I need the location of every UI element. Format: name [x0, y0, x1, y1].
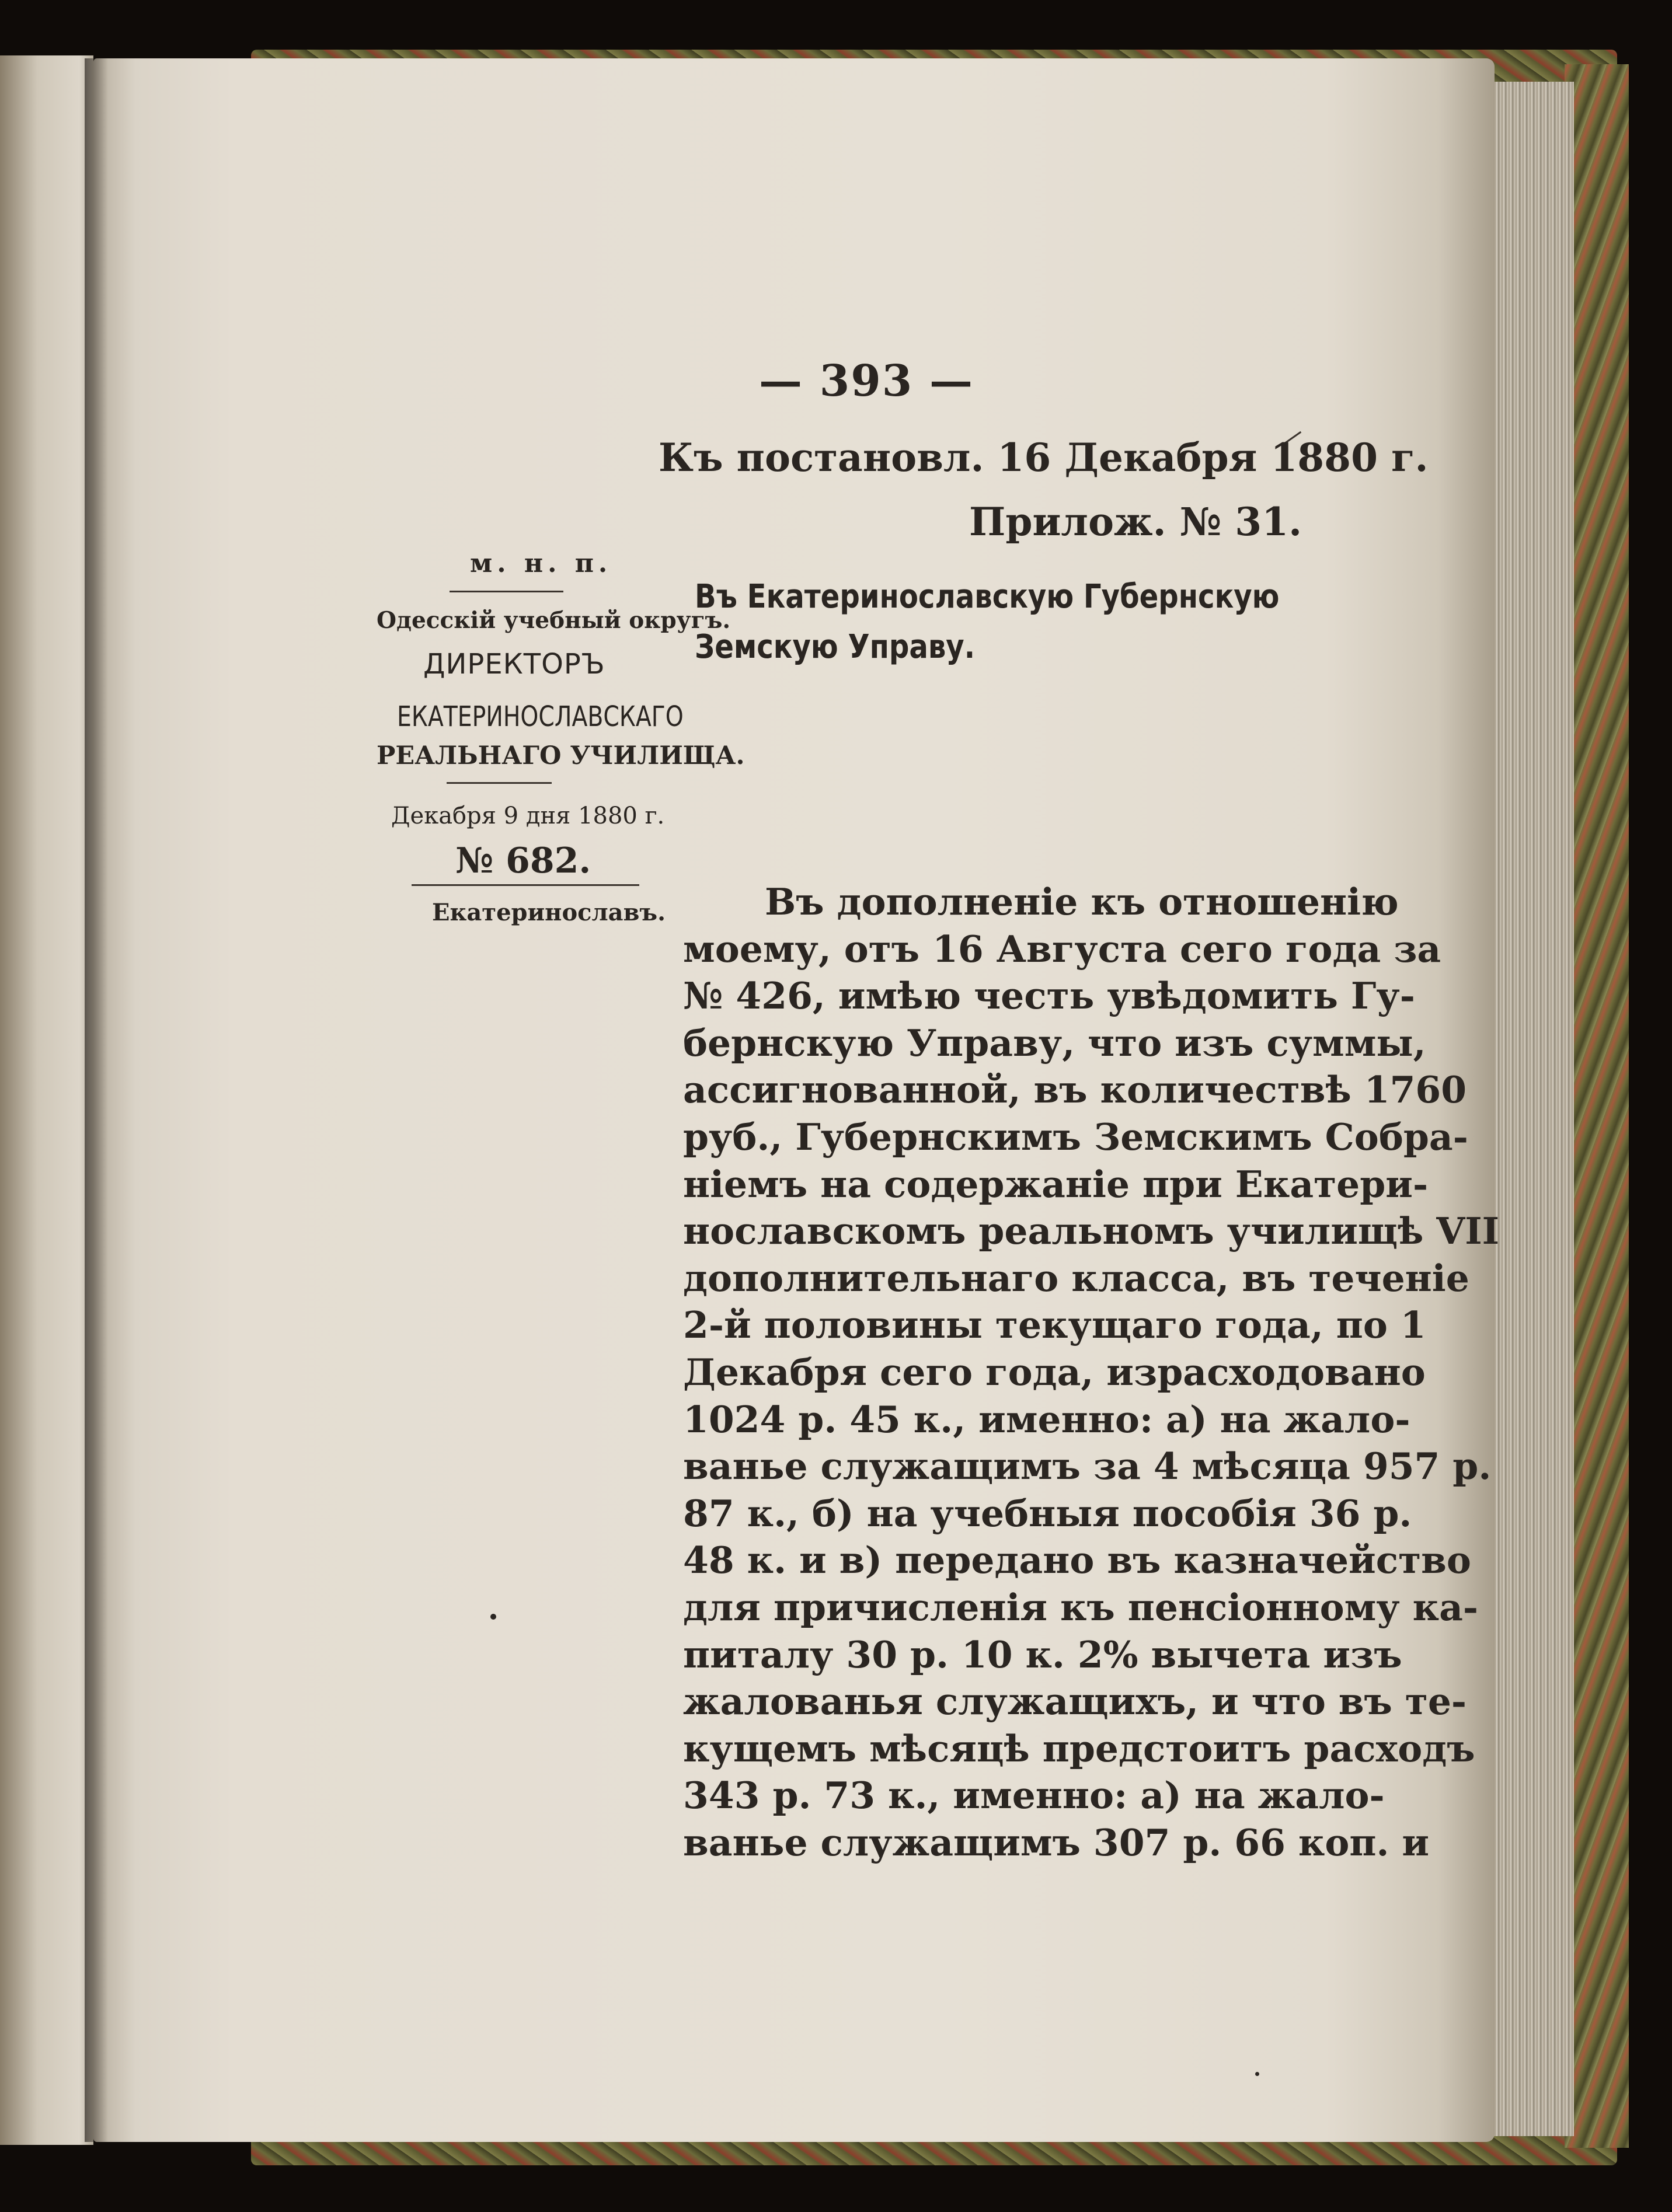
ministry-abbreviation: м. н. п. [470, 549, 612, 578]
body-line: дополнительнаго класса, въ теченіе [683, 1256, 1469, 1300]
body-line: Въ дополненіе къ отношенію [765, 880, 1399, 923]
bleed-through-text [140, 385, 161, 479]
body-line: ванье служащимъ 307 р. 66 коп. и [683, 1820, 1430, 1864]
body-line: жалованья служащихъ, и что въ те- [683, 1680, 1467, 1723]
letter-city: Екатеринославъ. [432, 899, 666, 926]
body-line: ніемъ на содержаніе при Екатери- [683, 1162, 1429, 1206]
letterhead-divider [447, 782, 552, 784]
body-line: моему, отъ 16 Августа сего года за [683, 927, 1441, 971]
body-line: 48 к. и в) передано въ казначейство [683, 1538, 1471, 1582]
previous-page [0, 55, 93, 2145]
letterhead-divider [450, 591, 563, 592]
appendix-number: Прилож. № 31. [969, 499, 1302, 545]
body-line: 2-й половины текущаго года, по 1 [683, 1303, 1426, 1347]
school-name-line2: РЕАЛЬНАГО УЧИЛИЩА. [377, 741, 745, 770]
body-line: ванье служащимъ за 4 мѣсяца 957 р. [683, 1445, 1492, 1488]
page-number: — 393 — [759, 356, 974, 406]
ink-speck [1255, 2072, 1259, 2076]
letter-body [683, 878, 1500, 1866]
body-line: № 426, имѣю честь увѣдомить Гу- [683, 974, 1415, 1018]
header-reference: Къ постановл. 16 Декабря 1880 г. [659, 435, 1429, 480]
body-line: 1024 р. 45 к., именно: а) на жало- [683, 1397, 1410, 1441]
letterhead-divider [412, 884, 639, 886]
body-line: кущемъ мѣсяцѣ предстоитъ расходъ [683, 1726, 1475, 1770]
educational-district: Одесскій учебный округъ. [377, 607, 731, 634]
body-line: нославскомъ реальномъ училищѣ VII [683, 1209, 1500, 1253]
body-line: ассигнованной, въ количествѣ 1760 [683, 1068, 1467, 1112]
director-title: ДИРЕКТОРЪ [423, 648, 605, 681]
body-line: руб., Губернскимъ Земскимъ Собра- [683, 1115, 1468, 1159]
book-cover-edge [1565, 64, 1629, 2148]
recipient-address [695, 572, 1279, 672]
body-line: для причисленія къ пенсіонному ка- [683, 1585, 1479, 1629]
spine-shadow [85, 58, 108, 2142]
ink-speck [490, 1614, 496, 1620]
recipient-line2: Земскую Управу. [695, 628, 976, 666]
body-line: 343 р. 73 к., именно: а) на жало- [683, 1774, 1385, 1817]
body-line: 87 к., б) на учебныя пособія 36 р. [683, 1491, 1412, 1535]
body-line: бернскую Управу, что изъ суммы, [683, 1021, 1426, 1065]
body-line: Декабря сего года, израсходовано [683, 1350, 1426, 1394]
body-line: питалу 30 р. 10 к. 2% вычета изъ [683, 1632, 1402, 1676]
letter-number: № 682. [455, 840, 591, 881]
school-name-line1: ЕКАТЕРИНОСЛАВСКАГО [397, 700, 684, 733]
book-page [93, 58, 1500, 2142]
letter-date: Декабря 9 дня 1880 г. [391, 803, 665, 829]
recipient-line1: Въ Екатеринославскую Губернскую [695, 578, 1280, 616]
